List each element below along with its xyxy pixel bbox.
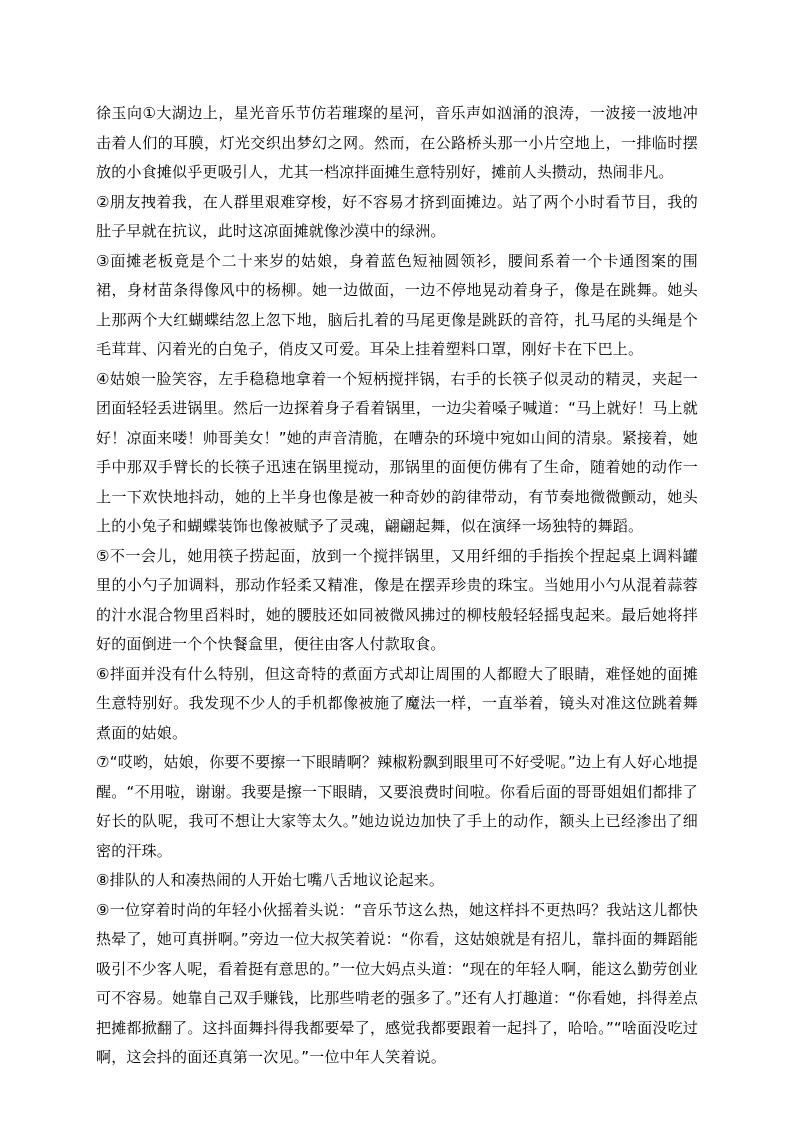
paragraph-5: ⑤不一会儿，她用筷子捞起面，放到一个搅拌锅里，又用纤细的手指挨个捏起桌上调料罐里的小勺子加调料，那动作轻柔又精准，像是在摆弄珍贵的珠宝。当她用小勺从混着蒜蓉的汁水混合物里舀料时，她的腰肢还如同被微风拂过的柳枝般轻轻摇曳起来。最后她将拌好的面倒进一个个快餐盒里，便往由客人付款取食。 bbox=[96, 546, 698, 653]
paragraph-8: ⑧排队的人和凑热闹的人开始七嘴八舌地议论起来。 bbox=[96, 871, 445, 889]
paragraph-9: ⑨一位穿着时尚的年轻小伙摇着头说：“音乐节这么热，她这样抖不更热吗？我站这儿都快热晕了，她可真拼啊。”旁边一位大叔笑着说：“你看，这姑娘就是有招儿，靠抖面的舞蹈能吸引不少客人呢，看着挺有意思的。”一位大妈点头道：“现在的年轻人啊，能这么勤劳创业可不容易。她靠自己双手赚钱，比那些啃老的强多了。”还有人打趣道：“你看她，抖得差点把摊都掀翻了。这抖面舞抖得我都要晕了，感觉我都要跟着一起抖了，哈哈。”“啥面没吃过啊，这会抖的面还真第一次见。”一位中年人笑着说。 bbox=[96, 900, 698, 1066]
paragraph-7: ⑦“哎哟，姑娘，你要不要擦一下眼睛啊？辣椒粉飘到眼里可不好受呢。”边上有人好心地提醒。“不用啦，谢谢。我要是擦一下眼睛，又要浪费时间啦。你看后面的哥哥姐姐们都排了好长的队呢，我可不想让大家等太久。”她边说边加快了手上的动作，额头上已经渗出了细密的汗珠。 bbox=[96, 753, 698, 860]
paragraph-2: ②朋友拽着我，在人群里艰难穿梭，好不容易才挤到面摊边。站了两个小时看节目，我的肚子早就在抗议，此时这凉面摊就像沙漠中的绿洲。 bbox=[96, 192, 698, 240]
paragraph-6: ⑥拌面并没有什么特别，但这奇特的煮面方式却让周围的人都瞪大了眼睛，难怪她的面摊生意特别好。我发现不少人的手机都像被施了魔法一样，一直举着，镜头对准这位跳着舞煮面的姑娘。 bbox=[96, 664, 698, 742]
paragraph-3: ③面摊老板竟是个二十来岁的姑娘，身着蓝色短袖圆领衫，腰间系着一个卡通图案的围裙，身材苗条得像风中的杨柳。她一边做面，一边不停地晃动着身子，像是在跳舞。她头上那两个大红蝴蝶结忽上忽下地，脑后扎着的马尾更像是跳跃的音符，扎马尾的头绳是个毛茸茸、闪着光的白兔子，俏皮又可爱。耳朵上挂着塑料口罩，刚好卡在下巴上。 bbox=[96, 251, 698, 358]
paragraph-1: 徐玉向①大湖边上，星光音乐节仿若璀璨的星河，音乐声如汹涌的浪涛，一波接一波地冲击着人们的耳膜，灯光交织出梦幻之网。然而，在公路桥头那一小片空地上，一排临时摆放的小食摊似乎更吸引人，尤其一档凉拌面摊生意特别好，摊前人头攒动，热闹非凡。 bbox=[96, 104, 698, 181]
paragraph-4: ④姑娘一脸笑容，左手稳稳地拿着一个短柄搅拌锅，右手的长筷子似灵动的精灵，夹起一团面轻轻丢进锅里。然后一边探着身子看着锅里，一边尖着嗓子喊道：“马上就好！马上就好！凉面来喽！帅哥美女！”她的声音清脆，在嘈杂的环境中宛如山间的清泉。紧接着，她手中那双手臂长的长筷子迅速在锅里搅动，那锅里的面便仿佛有了生命，随着她的动作一上一下欢快地抖动，她的上半身也像是被一种奇妙的韵律带动，有节奏地微微颤动，她头上的小兔子和蝴蝶装饰也像被赋予了灵魂，翩翩起舞，似在演绎一场独特的舞蹈。 bbox=[96, 369, 698, 535]
document-body bbox=[96, 99, 698, 1073]
